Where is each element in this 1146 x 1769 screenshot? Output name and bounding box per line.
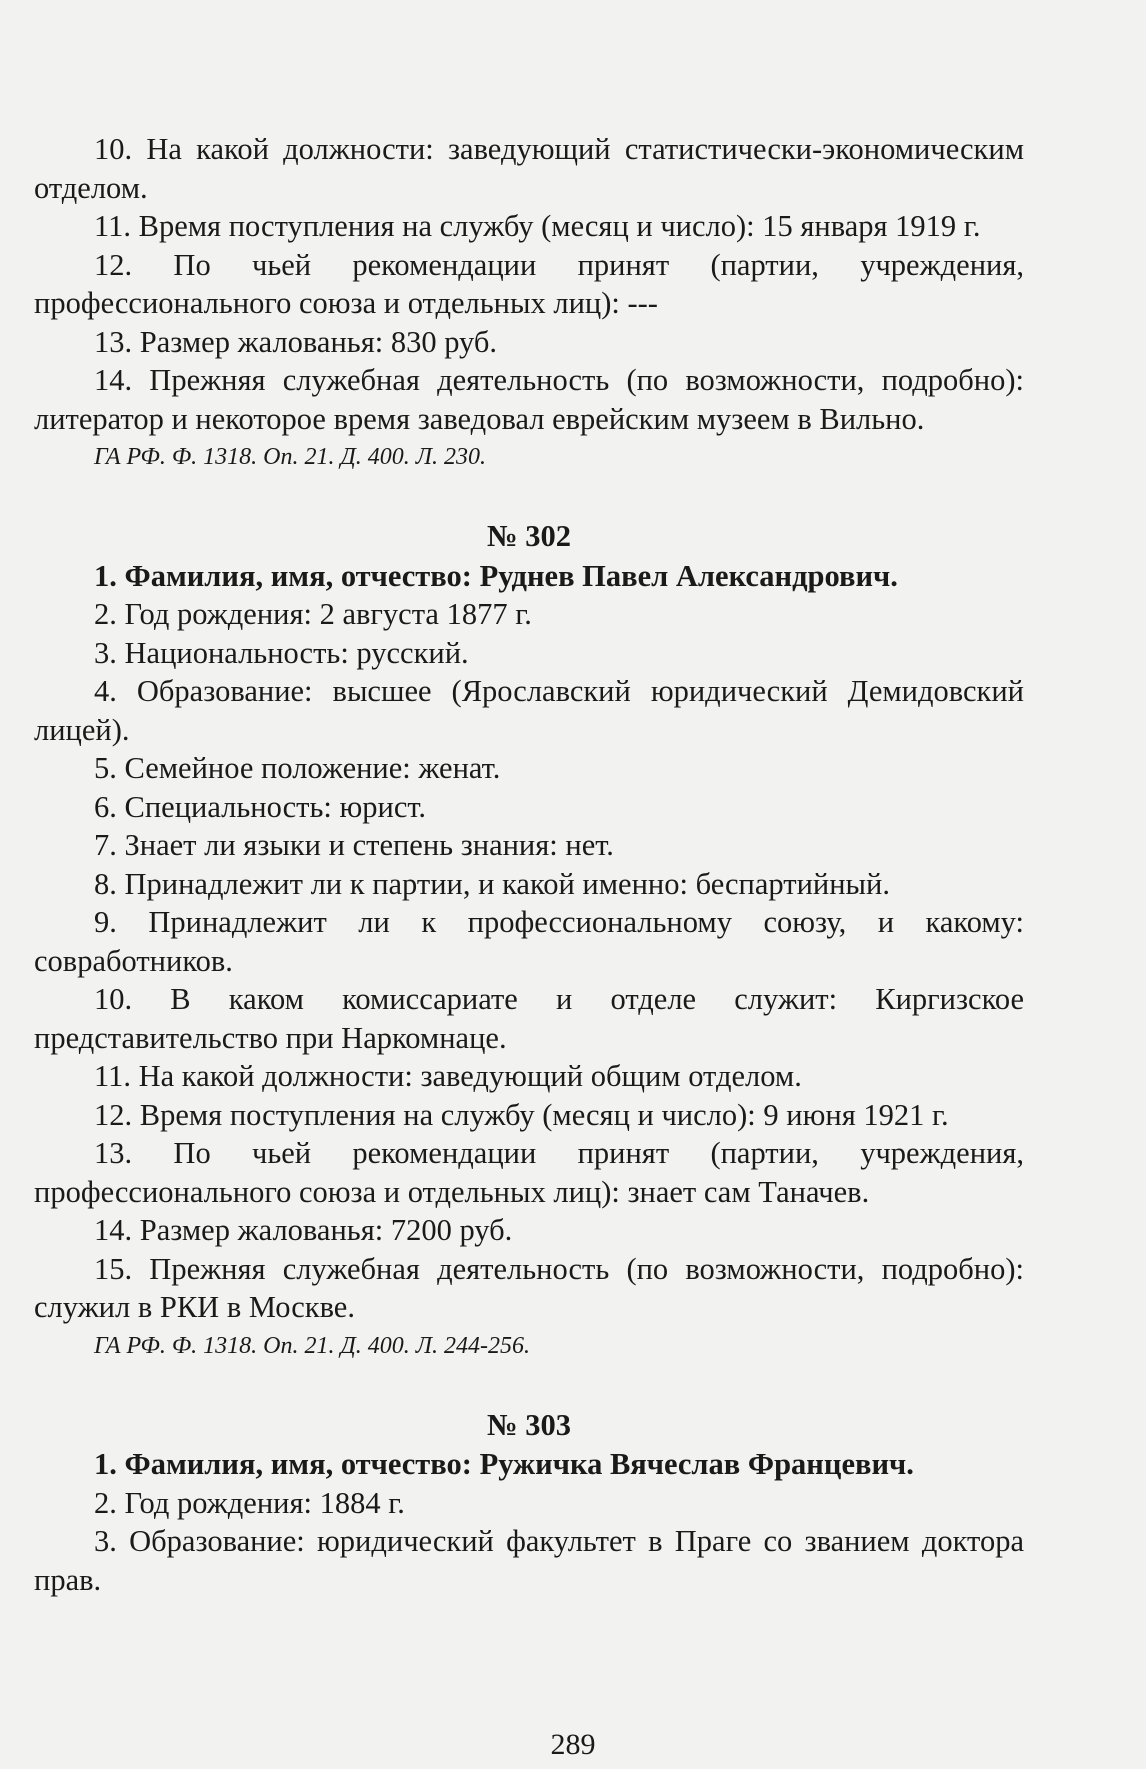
doc-302-item-8: 8. Принадлежит ли к партии, и какой именно: беспартийный. (94, 866, 890, 901)
doc-301-item-13: 13. Размер жалованья: 830 руб. (94, 324, 498, 359)
doc-302-item-5: 5. Семейное положение: женат. (94, 751, 501, 785)
doc-303-heading: № 303 (486, 1407, 572, 1442)
doc-302-item-12: 12. Время поступления на службу (месяц и число): 9 июня 1921 г. (94, 1097, 949, 1132)
doc-301-item-10: 10. На какой должности: заведующий статистически-экономическим отделом. (34, 132, 1024, 205)
doc-302-item-11: 11. На какой должности: заведующий общим отделом. (94, 1059, 802, 1093)
doc-302-item-13: 13. По чьей рекомендации принят (партии, учреждения, профессионального союза и отдельных лиц): знает сам Таначев. (34, 1136, 1024, 1209)
doc-301-item-12: 12. По чьей рекомендации принят (партии, учреждения, профессионального союза и отдельных лиц): --- (34, 247, 1024, 320)
doc-303-item-2: 2. Год рождения: 1884 г. (94, 1485, 405, 1520)
doc-302-item-7: 7. Знает ли языки и степень знания: нет. (94, 828, 614, 862)
doc-301-item-14: 14. Прежняя служебная деятельность (по возможности, подробно): литератор и некоторое время заведовал еврейским музеем в Вильно. (34, 363, 1024, 436)
doc-302-source: ГА РФ. Ф. 1318. Оп. 21. Д. 400. Л. 244-256. (94, 1332, 530, 1359)
doc-303-item-3: 3. Образование: юридический факультет в Праге со званием доктора прав. (34, 1524, 1024, 1597)
page-number: 289 (550, 1728, 596, 1761)
page-body (34, 130, 1024, 1599)
doc-301-source: ГА РФ. Ф. 1318. Оп. 21. Д. 400. Л. 230. (94, 444, 486, 470)
doc-302-item-10: 10. В каком комиссариате и отделе служит: Киргизское представительство при Наркомнаце. (34, 982, 1024, 1055)
doc-302-item-15: 15. Прежняя служебная деятельность (по возможности, подробно): служил в РКИ в Москве. (34, 1251, 1024, 1324)
doc-302-item-6: 6. Специальность: юрист. (94, 789, 427, 824)
doc-302-item-4: 4. Образование: высшее (Ярославский юридический Демидовский лицей). (34, 674, 1024, 747)
doc-302-item-2: 2. Год рождения: 2 августа 1877 г. (94, 597, 532, 631)
doc-302-item-14: 14. Размер жалованья: 7200 руб. (94, 1213, 513, 1247)
doc-302-item-3: 3. Национальность: русский. (94, 635, 469, 670)
doc-302-name: 1. Фамилия, имя, отчество: Руднев Павел Александрович. (94, 558, 898, 593)
doc-302-heading: № 302 (486, 519, 572, 553)
doc-302-item-9: 9. Принадлежит ли к профессиональному союзу, и какому: совработников. (34, 905, 1024, 978)
doc-301-item-11: 11. Время поступления на службу (месяц и число): 15 января 1919 г. (94, 209, 981, 243)
doc-303-name: 1. Фамилия, имя, отчество: Ружичка Вячеслав Францевич. (94, 1447, 914, 1481)
